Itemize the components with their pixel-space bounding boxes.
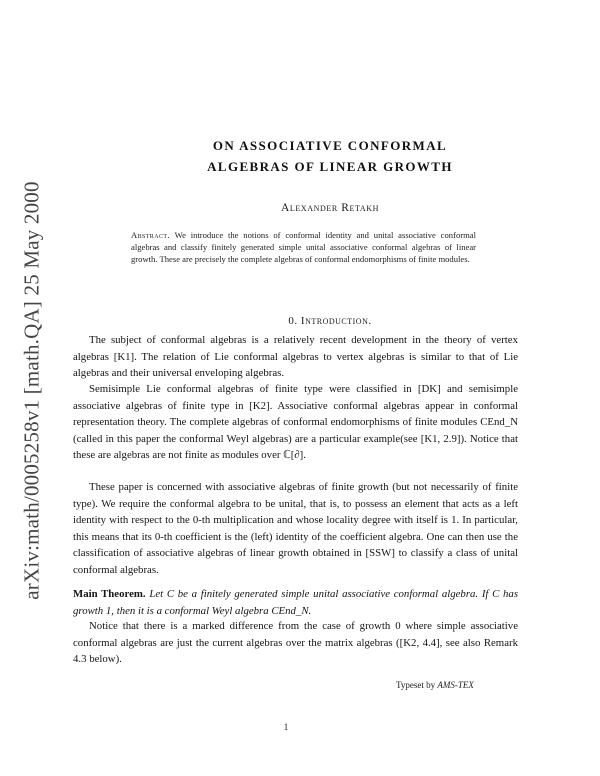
arxiv-identifier: arXiv:math/0005258v1 [math.QA] 25 May 2000 xyxy=(19,180,44,600)
paragraph-4 xyxy=(73,618,518,668)
paper-title-line-1: ON ASSOCIATIVE CONFORMAL xyxy=(212,138,448,153)
paragraph-text: These paper is concerned with associative algebras of finite growth (but not necessarily of finite type). We require the conformal algebra to be unital, that is, to possess an element that acts as a left identity with respect to the 0-th multiplication and whose locality degree with itself is 1. In particular, this means that its 0-th coefficient is the (left) identity of the coefficient algebra. One can then use the classification of associative algebras of linear growth obtained in [SSW] to classify a class of unital conformal algebras. xyxy=(73,481,518,576)
page-number: 1 xyxy=(283,722,289,732)
paragraph-1 xyxy=(73,332,518,382)
paragraph-3 xyxy=(73,479,518,579)
abstract-text: We introduce the notions of conformal identity and unital associative conformal algebras and classify finitely generated simple unital associative conformal algebras of linear growth. These are precisely the complete algebras of conformal endomorphisms of finite modules. xyxy=(131,230,476,265)
typeset-prefix: Typeset by xyxy=(396,680,436,690)
section-number: 0. xyxy=(288,315,298,327)
typeset-note xyxy=(396,680,474,690)
typeset-system: AMS-TEX xyxy=(437,680,474,690)
theorem-label: Main Theorem. xyxy=(73,588,146,600)
paper-title-line-2: ALGEBRAS OF LINEAR GROWTH xyxy=(207,159,453,174)
paragraph-text: The subject of conformal algebras is a relatively recent development in the theory of vertex algebras [K1]. The relation of Lie conformal algebras to vertex algebras is similar to that of Lie algebras and their universal enveloping algebras. xyxy=(73,334,518,380)
main-theorem xyxy=(73,586,518,619)
section-title: Introduction. xyxy=(300,315,372,327)
section-heading xyxy=(60,315,600,327)
abstract xyxy=(131,229,476,266)
paragraph-2 xyxy=(73,381,518,464)
paragraph-text: Semisimple Lie conformal algebras of finite type were classified in [DK] and semisimple associative algebras of finite type in [K2]. Associative conformal algebras appear in conformal representation theory. The complete algebras of conformal endomorphisms of finite modules CEnd_N (called in this paper the conformal Weyl algebras) are a particular example(see [K1, 2.9]). Notice that these are algebras are not finite as modules over ℂ[∂]. xyxy=(73,383,518,462)
abstract-label: Abstract. xyxy=(131,230,170,240)
paragraph-text: Notice that there is a marked difference from the case of growth 0 where simple associative conformal algebras are just the current algebras over the matrix algebras ([K2, 4.4], see also Remark 4.3 below). xyxy=(73,620,518,666)
theorem-text: Let C be a finitely generated simple unital associative conformal algebra. If C has growth 1, then it is a conformal Weyl algebra CEnd_N. xyxy=(73,588,519,617)
author-name: Alexander Retakh xyxy=(280,202,380,214)
arxiv-sidebar-stamp xyxy=(2,150,62,630)
